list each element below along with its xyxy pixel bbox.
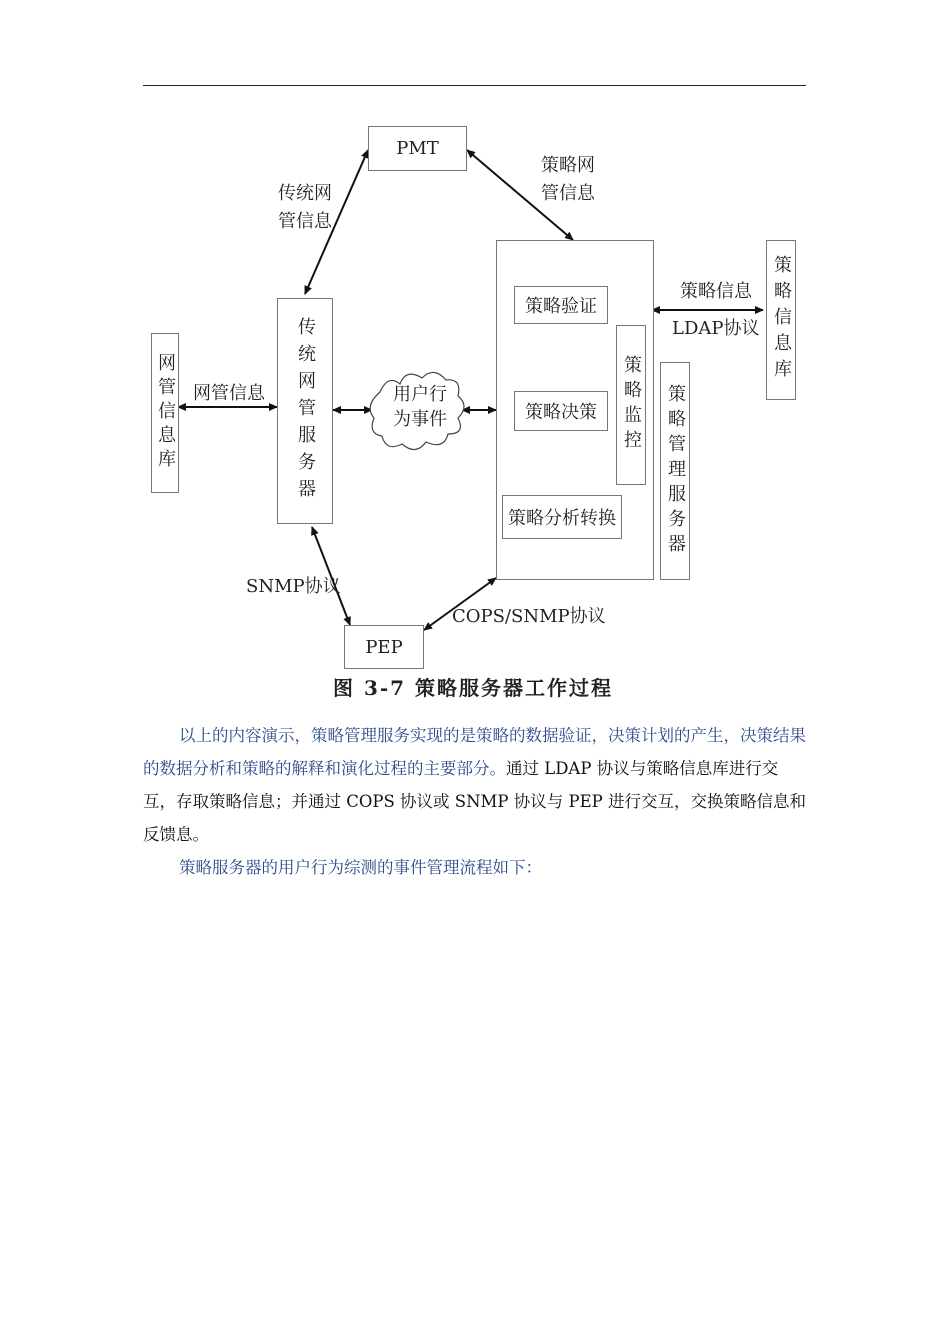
policy-analyze-box — [502, 495, 622, 539]
user-event-label: 用户行为事件 — [393, 384, 447, 430]
cops-snmp-label: COPS/SNMP协议 — [452, 606, 606, 627]
policy-decide-label: 策略决策 — [525, 402, 597, 423]
policy-info-db-box — [766, 240, 796, 400]
policy-monitor-box — [616, 325, 646, 485]
pmt-box — [368, 126, 467, 171]
snmp-label: SNMP协议 — [246, 576, 341, 597]
traditional-server-label: 传统网管服务器 — [295, 316, 316, 506]
body-paragraph-2 — [143, 851, 806, 884]
policy-monitor-label: 策略监控 — [621, 355, 642, 455]
paragraph-1-blue-text: 以上的内容演示，策略管理服务实现的是策略的数据验证，决策计划的产生，决策结果的数据分析和策略的解释和演化过程的主要部分。 — [143, 726, 806, 778]
policy-analyze-label: 策略分析转换 — [508, 508, 616, 529]
policy-info-label: 策略信息 — [680, 281, 752, 302]
policy-info-db-label: 策略信息库 — [771, 255, 792, 385]
traditional-info-label: 传统网 管信息 — [278, 183, 332, 232]
pmt-label: PMT — [396, 138, 439, 159]
figure-caption: 图 3-7 策略服务器工作过程 — [333, 676, 614, 700]
body-paragraph-1 — [143, 719, 806, 851]
pep-box — [344, 625, 424, 669]
paragraph-1-text: 通过 LDAP 协议与策略信息库进行交互，存取策略信息；并通过 COPS 协议或 SNMP 协议与 PEP 进行交互，交换策略信息和反馈息。 — [143, 759, 807, 844]
policy-verify-box — [514, 286, 608, 324]
ldap-label: LDAP协议 — [672, 318, 760, 339]
traditional-server-box — [277, 298, 333, 524]
nm-info-db-label: 网管信息库 — [155, 353, 176, 473]
policy-mgmt-server-box — [660, 362, 690, 580]
nm-info-label: 网管信息 — [193, 383, 265, 404]
nm-info-db-box — [151, 333, 179, 493]
policy-mgmt-server-label: 策略管理服务器 — [665, 383, 686, 559]
pep-label: PEP — [365, 636, 403, 658]
policy-decide-box — [514, 391, 608, 431]
paragraph-2-text: 策略服务器的用户行为综测的事件管理流程如下： — [179, 858, 542, 877]
policy-verify-label: 策略验证 — [525, 296, 597, 317]
policy-info-label-top: 策略网 管信息 — [541, 155, 595, 204]
